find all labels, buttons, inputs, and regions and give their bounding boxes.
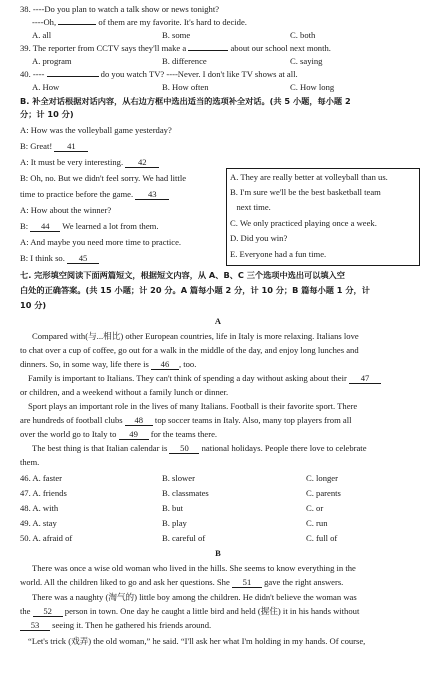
option-46-c[interactable]: C. longer	[306, 473, 338, 483]
option-48-a[interactable]: 48. A. with	[20, 503, 59, 513]
option-50-a[interactable]: 50. A. afraid of	[20, 533, 73, 543]
option-50-c[interactable]: C. full of	[306, 533, 338, 543]
question-38-option-c[interactable]: C. both	[290, 30, 316, 40]
question-40-option-b[interactable]: B. How often	[162, 82, 209, 92]
blank-47[interactable]: 47	[349, 374, 381, 384]
blank-45[interactable]: 45	[67, 254, 99, 264]
passage-line: dinners. So, in some way, life there is 46 , too.	[20, 359, 197, 369]
passage-line: are hundreds of football clubs 48 top soccer teams in Italy. Also, many top players from all	[20, 415, 352, 425]
passage-line: Family is important to Italians. They can't think of spending a day without asking about their 47	[28, 373, 381, 384]
passage-line: There was once a wise old woman who lived in the hills. She seems to know everything in the	[32, 563, 356, 573]
question-38-stem: 38. ----Do you plan to watch a talk show or news tonight?	[20, 4, 220, 14]
dialogue-line: A: How about the winner?	[20, 205, 112, 215]
section-seven-heading-cont: 白处的正确答案。(共 15 小题；计 20 分。A 篇每小题 2 分，计 10 分；B 篇每小题 1 分，计	[20, 285, 370, 295]
passage-line: them.	[20, 457, 40, 467]
dialogue-line: A: How was the volleyball game yesterday?	[20, 125, 172, 135]
blank-52[interactable]: 52	[33, 607, 63, 617]
passage-b-label: B	[215, 548, 221, 558]
option-48-b[interactable]: B. but	[162, 503, 184, 513]
blank-line[interactable]	[47, 76, 99, 77]
question-40-option-a[interactable]: A. How	[32, 82, 60, 92]
option-50-b[interactable]: B. careful of	[162, 533, 206, 543]
question-39-option-c[interactable]: C. saying	[290, 56, 323, 66]
passage-line: “Let's trick (戏弄) the old woman,” he said. “I'll ask her what I'm holding in my hands. Of course,	[28, 636, 366, 646]
question-40-stem: 40. ---- do you watch TV? ----Never. I don't like TV shows at all.	[20, 69, 298, 79]
blank-43[interactable]: 43	[135, 190, 169, 200]
passage-line: 53 seeing it. Then he gathered his friends around.	[20, 620, 211, 631]
blank-41[interactable]: 41	[54, 142, 88, 152]
blank-53[interactable]: 53	[20, 621, 50, 631]
passage-line: Sport plays an important role in the lives of many Italians. Football is their favorite sport. There	[28, 401, 358, 411]
section-seven-heading: 七. 完形填空阅读下面两篇短文，根据短文内容，从 A、B、C 三个选项中选出可以填入空	[20, 270, 345, 280]
blank-line[interactable]	[58, 24, 96, 25]
question-39-option-a[interactable]: A. program	[32, 56, 72, 66]
option-47-c[interactable]: C. parents	[306, 488, 341, 498]
option-47-b[interactable]: B. classmates	[162, 488, 209, 498]
section-b-heading: B. 补全对话根据对话内容，从右边方框中选出适当的选项补全对话。(共 5 小题，每小题 2	[20, 96, 351, 106]
question-39-stem: 39. The reporter from CCTV says they'll make a about our school next month.	[20, 43, 331, 53]
blank-49[interactable]: 49	[119, 430, 149, 440]
question-40-option-c[interactable]: C. How long	[290, 82, 335, 92]
dialogue-line: B: Great! 41	[20, 141, 88, 152]
box-option-b-cont: next time.	[230, 202, 271, 212]
passage-line: Compared with(与...相比) other European countries, life in Italy is more relaxing. Italians love	[32, 331, 359, 341]
question-38-option-b[interactable]: B. some	[162, 30, 191, 40]
option-49-b[interactable]: B. play	[162, 518, 187, 528]
passage-line: over the world go to Italy to 49 for the teams there.	[20, 429, 218, 439]
dialogue-line: time to practice before the game. 43	[20, 189, 169, 200]
option-49-c[interactable]: C. run	[306, 518, 328, 528]
question-38-reply: ----Oh, of them are my favorite. It's hard to decide.	[32, 17, 247, 27]
blank-42[interactable]: 42	[125, 158, 159, 168]
box-option-b[interactable]: B. I'm sure we'll be the best basketball team	[230, 187, 381, 197]
passage-line: to chat over a cup of coffee, go out for a walk in the middle of the day, and enjoy long lunches and	[20, 345, 359, 355]
box-option-d[interactable]: D. Did you win?	[230, 233, 288, 243]
dialogue-line: B: I think so. 45	[20, 253, 99, 264]
dialogue-line: A: It must be very interesting. 42	[20, 157, 159, 168]
blank-51[interactable]: 51	[232, 578, 262, 588]
dialogue-line: B: Oh, no. But we didn't feel sorry. We had little	[20, 173, 187, 183]
blank-50[interactable]: 50	[169, 444, 199, 454]
passage-line: There was a naughty (淘气的) little boy among the children. He didn't believe the woman was	[32, 592, 357, 602]
option-46-a[interactable]: 46. A. faster	[20, 473, 63, 483]
question-39-option-b[interactable]: B. difference	[162, 56, 207, 66]
question-38-option-a[interactable]: A. all	[32, 30, 52, 40]
option-48-c[interactable]: C. or	[306, 503, 324, 513]
dialogue-line: A: And maybe you need more time to practice.	[20, 237, 182, 247]
option-49-a[interactable]: 49. A. stay	[20, 518, 57, 528]
box-option-c[interactable]: C. We only practiced playing once a week.	[230, 218, 377, 228]
blank-46[interactable]: 46	[151, 360, 179, 370]
blank-48[interactable]: 48	[125, 416, 153, 426]
box-option-e[interactable]: E. Everyone had a fun time.	[230, 249, 327, 259]
option-46-b[interactable]: B. slower	[162, 473, 195, 483]
passage-line: The best thing is that Italian calendar is 50 national holidays. People there love to celebrate	[32, 443, 367, 453]
option-47-a[interactable]: 47. A. friends	[20, 488, 67, 498]
blank-line[interactable]	[188, 50, 228, 51]
dialogue-line: B: 44 We learned a lot from them.	[20, 221, 159, 231]
passage-line: or children, and a weekend without a family lunch or dinner.	[20, 387, 229, 397]
passage-line: the 52 person in town. One day he caught a little bird and held (握住) it in his hands without	[20, 606, 360, 616]
passage-line: world. All the children liked to go and ask her questions. She 51 gave the right answers.	[20, 577, 344, 587]
box-option-a[interactable]: A. They are really better at volleyball than us.	[230, 172, 388, 182]
section-b-heading-cont: 分；计 10 分)	[20, 109, 74, 119]
options-box	[226, 168, 420, 266]
passage-a-label: A	[214, 316, 221, 326]
section-seven-heading-cont: 10 分)	[20, 300, 47, 310]
blank-44[interactable]: 44	[30, 222, 60, 232]
